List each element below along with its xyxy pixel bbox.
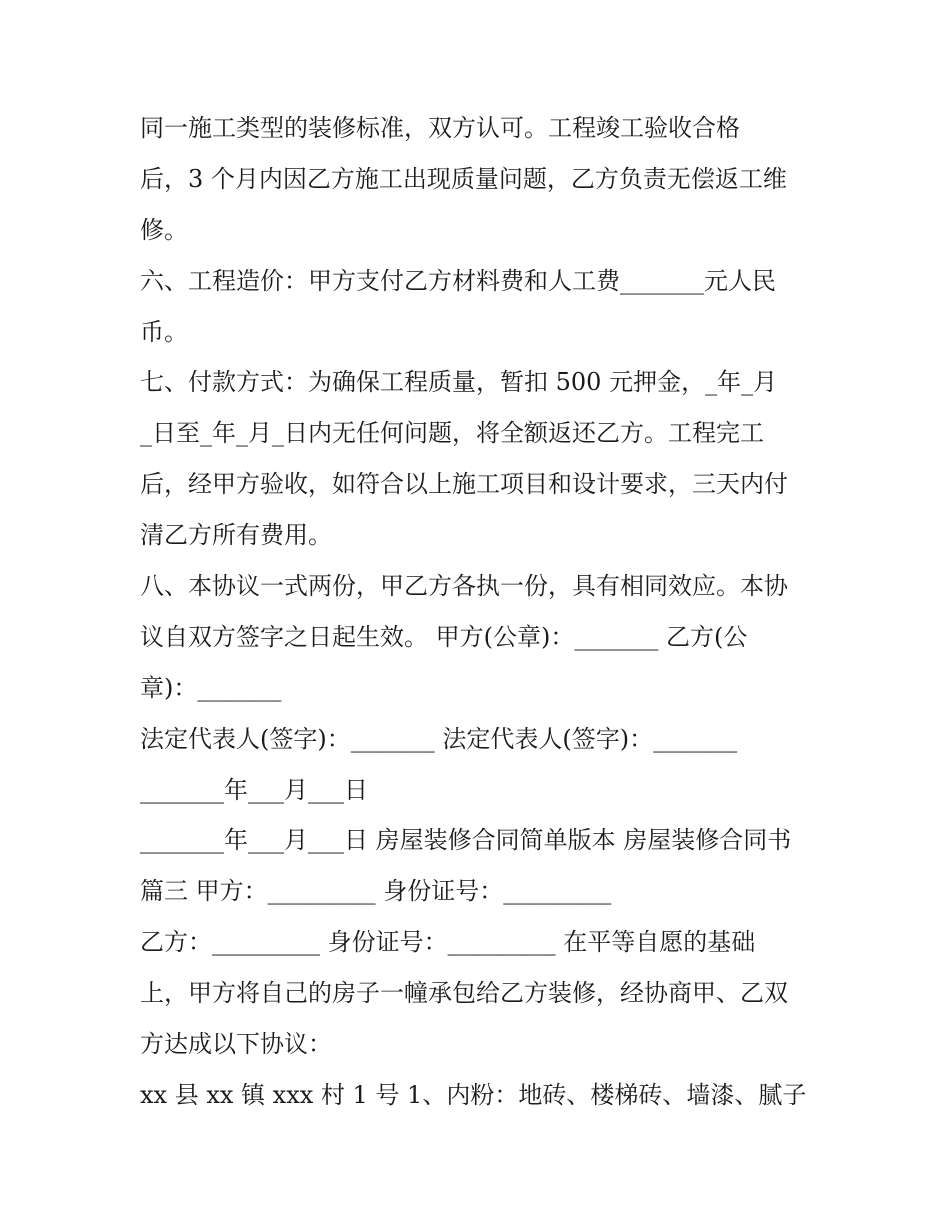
text-line: xx 县 xx 镇 xxx 村 1 号 1、内粉：地砖、楼梯砖、墙漆、腻子 xyxy=(140,1080,807,1109)
text-line: _日至_年_月_日内无任何问题，将全额返还乙方。工程完工 xyxy=(140,419,764,448)
text-line: 法定代表人(签字)：_______ 法定代表人(签字)：_______ xyxy=(140,724,738,753)
text-line: _______年___月___日 xyxy=(140,775,368,804)
text-line: 八、本协议一式两份，甲乙方各执一份，具有相同效应。本协 xyxy=(140,572,788,601)
text-line: 章)：_______ xyxy=(140,673,282,702)
text-line: 修。 xyxy=(140,215,188,244)
text-line: _______年___月___日 房屋装修合同简单版本 房屋装修合同书 xyxy=(140,826,792,855)
text-line: 后，经甲方验收，如符合以上施工项目和设计要求，三天内付 xyxy=(140,470,788,499)
text-line: 六、工程造价：甲方支付乙方材料费和人工费_______元人民 xyxy=(140,266,776,295)
text-line: 清乙方所有费用。 xyxy=(140,521,332,550)
text-line: 议自双方签字之日起生效。 甲方(公章)：_______ 乙方(公 xyxy=(140,622,748,651)
text-line: 乙方：_________ 身份证号：_________ 在平等自愿的基础 xyxy=(140,928,756,957)
text-line: 同一施工类型的装修标准，双方认可。工程竣工验收合格 xyxy=(140,114,740,142)
text-line: 方达成以下协议： xyxy=(140,1030,332,1059)
text-line: 后，3 个月内因乙方施工出现质量问题，乙方负责无偿返工维 xyxy=(140,164,787,193)
text-line: 币。 xyxy=(140,317,188,346)
text-line: 上，甲方将自己的房子一幢承包给乙方装修，经协商甲、乙双 xyxy=(140,979,788,1008)
text-line: 篇三 甲方：_________ 身份证号：_________ xyxy=(140,877,612,906)
contract-text xyxy=(140,103,830,1121)
text-line: 七、付款方式：为确保工程质量，暂扣 500 元押金，_年_月 xyxy=(140,368,778,397)
